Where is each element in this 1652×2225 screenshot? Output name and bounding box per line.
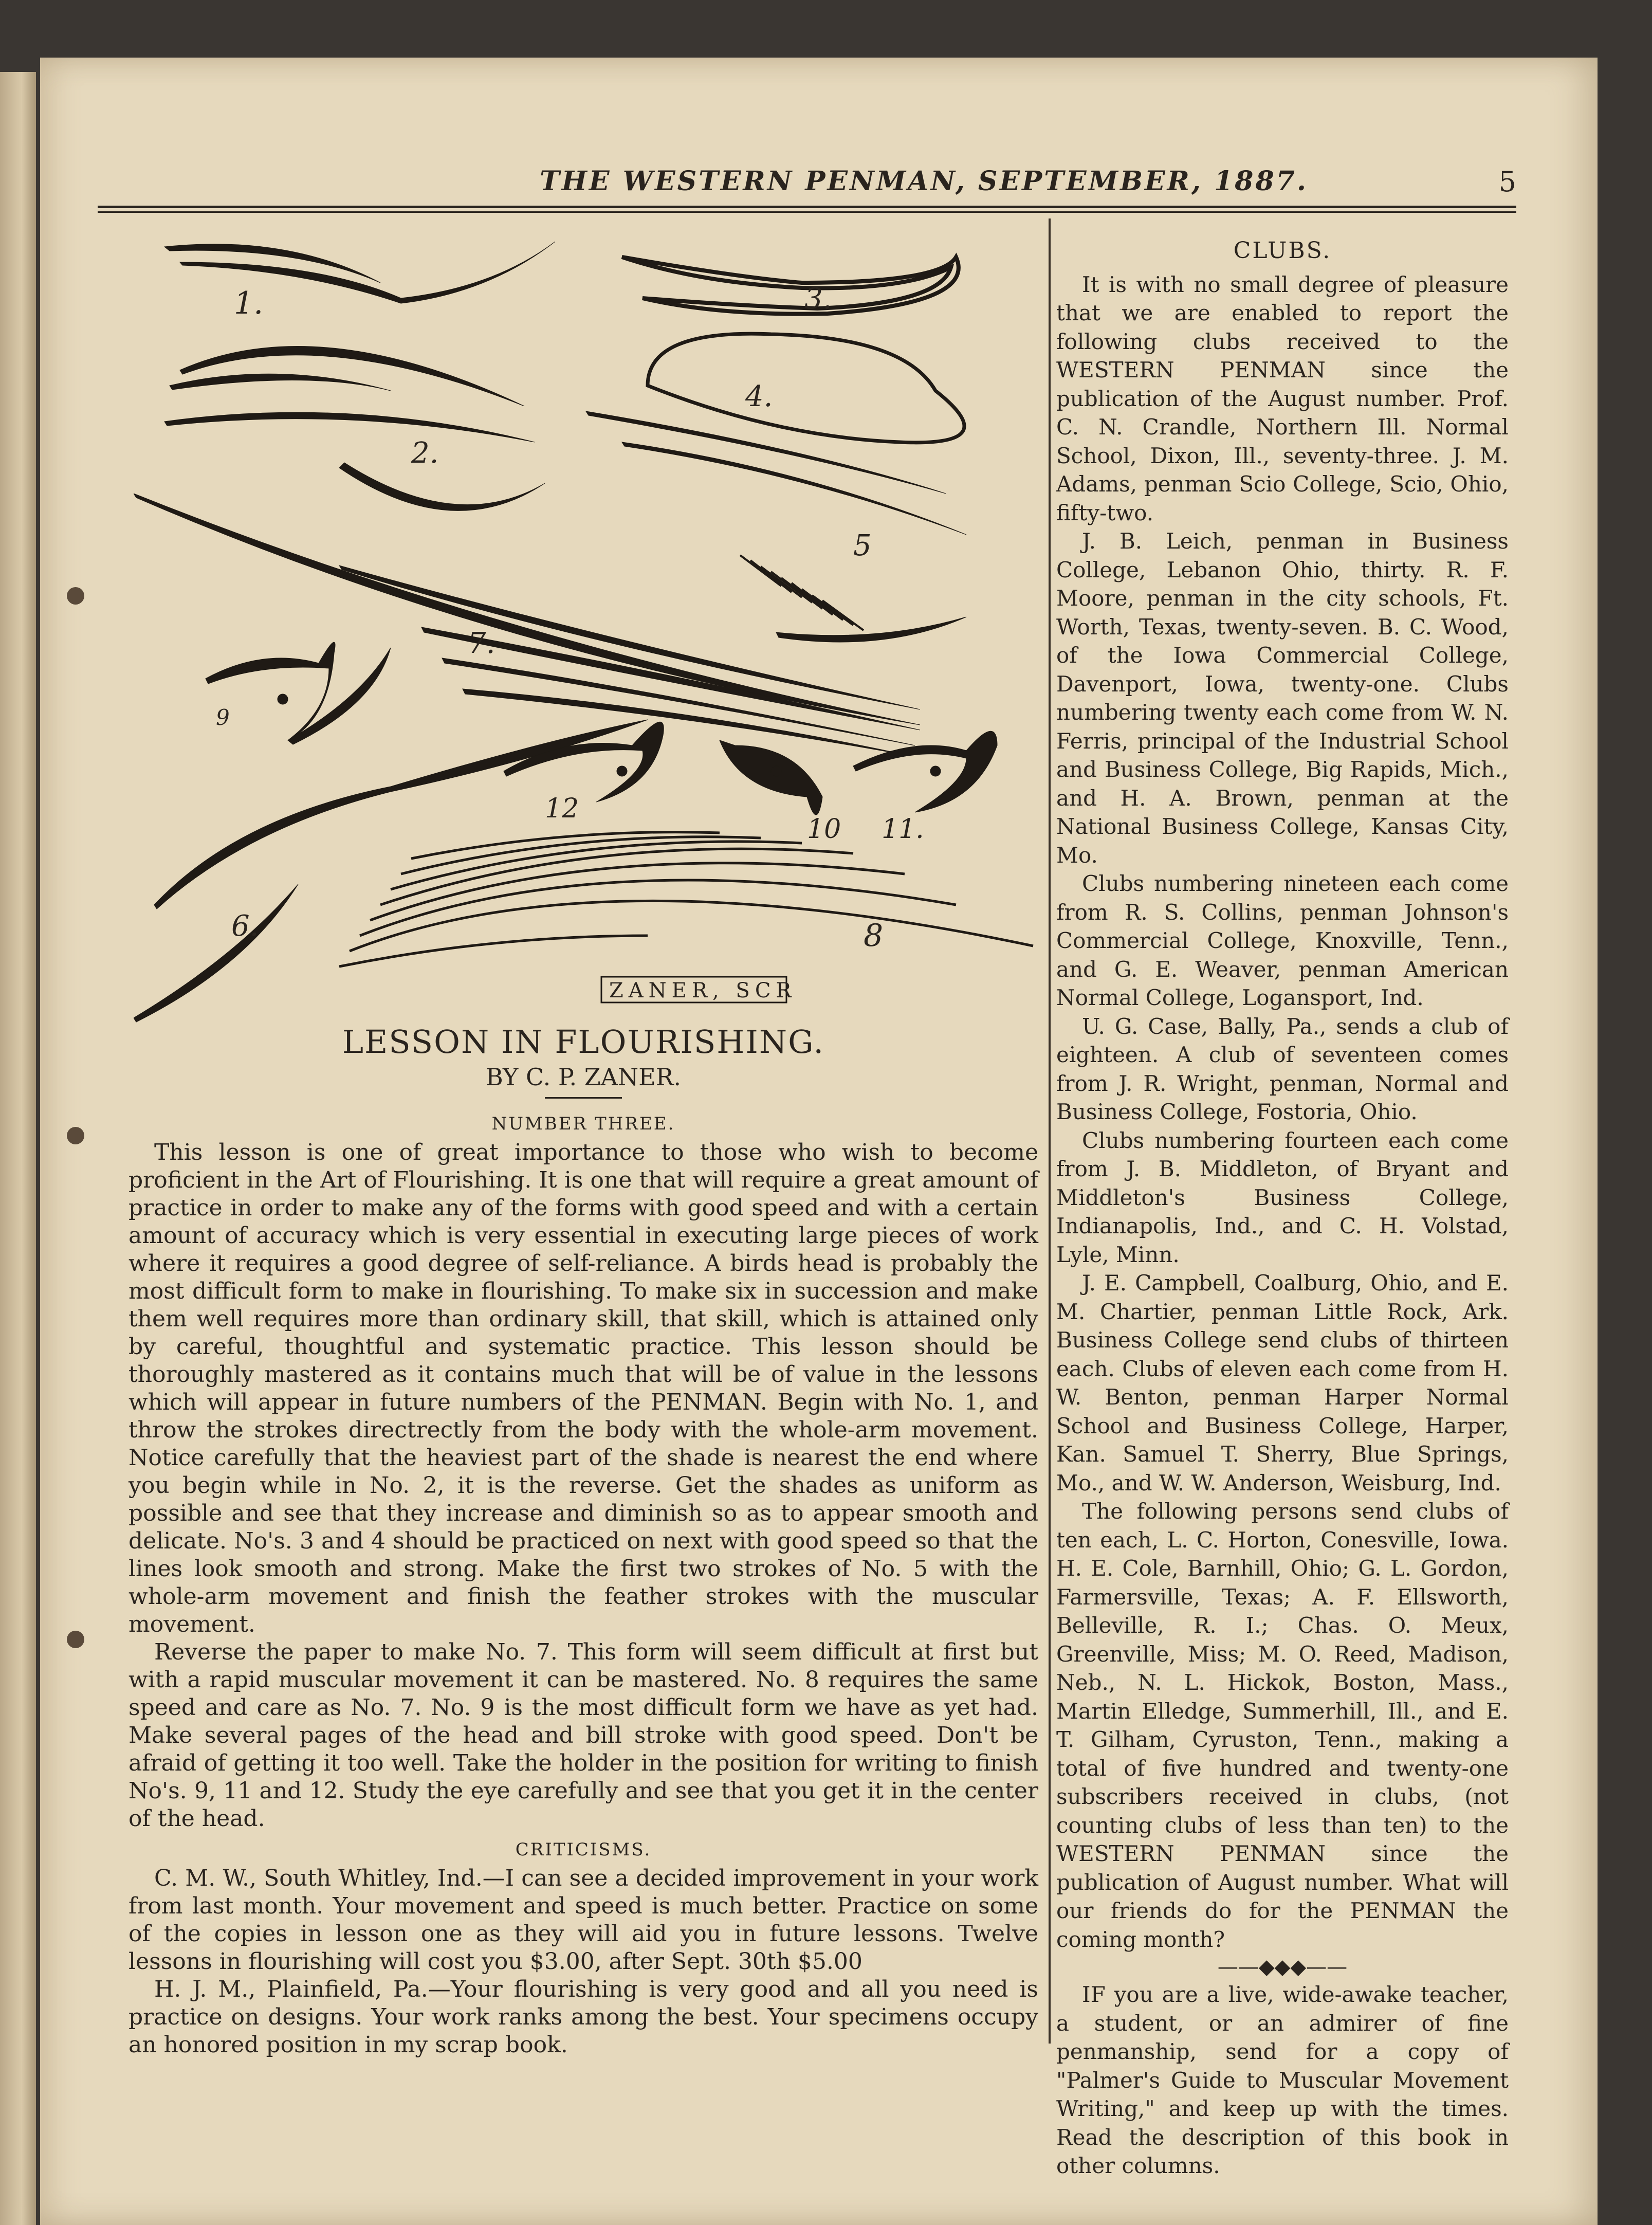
flourish-stroke (776, 617, 966, 642)
flourishing-illustration (134, 226, 1038, 1033)
figure-number: 12 (545, 793, 579, 824)
bird-eye (278, 694, 288, 704)
criticisms-heading: CRITICISMS. (515, 1839, 652, 1860)
flourish-stroke (350, 901, 1033, 951)
figure-number: 10 (807, 814, 841, 845)
figure-number: 4. (745, 380, 773, 413)
clubs-column (1056, 236, 1509, 2180)
flourish-stroke (164, 412, 535, 442)
flourish-stroke (740, 555, 781, 586)
binding-hole (67, 587, 84, 605)
advert-paragraph: IF you are a live, wide-awake teacher, a student, or an admirer of fine penmanship, send for a copy of "Palmer's Guide to Muscular Movement Writing," and keep up with the times. Read the description of this book in other columns. (1056, 1982, 1509, 2178)
flourish-stroke (853, 731, 997, 812)
clubs-paragraph: Clubs numbering nineteen each come from R. S. Collins, penman Johnson's Commercial College, Knoxville, Tenn., and G. E. Weaver, penman American Normal College, Logansport, Ind. (1056, 871, 1509, 1010)
flourish-stroke (750, 560, 792, 592)
running-title: THE WESTERN PENMAN, SEPTEMBER, 1887. (540, 166, 1308, 197)
clubs-paragraph: It is with no small degree of pleasure that we are enabled to report the following clubs received to the WESTERN PENMAN since the publication of the August number. Prof. C. N. Crandle, Northern Ill. Normal School, Dixon, Ill., seventy-three. J. M. Adams, penman Scio College, Scio, Ohio, fifty-two. (1056, 271, 1509, 525)
flourish-stroke (822, 600, 864, 630)
flourish-stroke (802, 589, 843, 620)
figure-number: 2. (411, 436, 439, 470)
ornament-separator: ——◆◆◆—— (1217, 1955, 1348, 1979)
figure-number: 1. (234, 285, 264, 321)
facing-page-edge (0, 72, 36, 2225)
criticism-paragraph: C. M. W., South Whitley, Ind.—I can see a decided improvement in your work from last month. Your movement and speed is much better. Practice on some of the copies in lesson one as they will aid you in future lessons. Twelve lessons in flourishing will cost you $3.00, after Sept. 30th $5.00 (129, 1865, 1038, 1975)
flourish-stroke (781, 578, 822, 609)
flourish-stroke (792, 583, 833, 615)
criticism-paragraph: H. J. M., Plainfield, Pa.—Your flourishing is very good and all you need is practice on designs. Your work ranks among the best. Your specimens occupy an honored position in my scrap book. (129, 1976, 1038, 2058)
flourish-stroke (771, 572, 812, 603)
bird-eye (617, 766, 627, 776)
column-rule (1049, 218, 1051, 2044)
lesson-paragraph: Reverse the paper to make No. 7. This form will seem difficult at first but with a rapid muscular movement it can be mastered. No. 8 requires the same speed and care as No. 7. No. 9 is the most difficult form we have as yet had. Make several pages of the head and bill stroke with good speed. Don't be afraid of getting it too well. Take the holder in the position for writing to finish No's. 9, 11 and 12. Study the eye carefully and see that you get it in the center of the head. (129, 1639, 1038, 1832)
figure-number: 7. (468, 627, 495, 660)
lesson-title: LESSON IN FLOURISHING. (342, 1023, 825, 1061)
flourish-stroke (648, 334, 964, 443)
clubs-paragraph: Clubs numbering fourteen each come from J. B. Middleton, of Bryant and Middleton's Business College, Indianapolis, Ind., and C. H. Volstad, Lyle, Minn. (1056, 1127, 1509, 1267)
bird-eye (771, 766, 781, 776)
flourish-stroke (339, 463, 545, 510)
lesson-number: NUMBER THREE. (491, 1114, 675, 1134)
signature: ZANER, SCR (609, 979, 797, 1002)
binding-hole (67, 1127, 84, 1144)
byline-rule (545, 1097, 622, 1099)
lesson-paragraph: This lesson is one of great importance to those who wish to become proficient in the Art of Flourishing. It is one that will require a great amount of practice in order to make any of the forms with good speed and with a certain amount of accuracy which is very essential in executing large pieces of work where it requires a good degree of self-reliance. A birds head is probably the most difficult form to make in flourishing. To make six in succession and make them well requires more than ordinary skill, that skill, which is attained only by careful, thoughtful and systematic practice. This lesson should be thoroughly mastered as it contains much that will be of value in the lessons which will appear in future numbers of the PENMAN. Begin with No. 1, and throw the strokes directrectly from the body with the whole-arm movement. Notice carefully that the heaviest part of the shade is nearest the end where you begin while in No. 2, it is the reverse. Get the shades as uniform as possible and see that they increase and diminish so as to appear smooth and delicate. No's. 3 and 4 should be practiced on next with good speed so that the lines look smooth and strong. Make the first two strokes of No. 5 with the whole-arm movement and finish the feather strokes with the muscular movement. (129, 1139, 1038, 1637)
header-rule (98, 206, 1516, 213)
flourish-stroke (134, 494, 920, 725)
flourish-stroke (761, 567, 802, 597)
figure-number: 8 (864, 918, 884, 954)
figure-number: 5 (853, 529, 872, 562)
clubs-paragraph: J. E. Campbell, Coalburg, Ohio, and E. M. Chartier, penman Little Rock, Ark. Business College send clubs of thirteen each. Clubs of eleven each come from H. W. Benton, penman Harper Normal School and Business College, Harper, Kan. Samuel T. Sherry, Blue Springs, Mo., and W. W. Anderson, Weisburg, Ind. (1056, 1270, 1509, 1496)
flourish-stroke (170, 374, 391, 391)
flourish-stroke (622, 257, 959, 314)
flourish-stroke (812, 595, 853, 625)
figure-number: 3. (804, 282, 832, 316)
flourish-stroke (339, 936, 648, 966)
lesson-column (129, 1023, 1038, 2059)
clubs-paragraph: U. G. Case, Bally, Pa., sends a club of eighteen. A club of seventeen comes from J. R. Wright, penman, Normal and Business College, Fostoria, Ohio. (1056, 1013, 1509, 1124)
lesson-byline: BY C. P. ZANER. (486, 1063, 681, 1091)
bird-eye (930, 766, 941, 776)
flourish-stroke (720, 740, 822, 815)
clubs-title: CLUBS. (1233, 238, 1332, 264)
figure-number: 6. (231, 909, 259, 943)
clubs-paragraph: J. B. Leich, penman in Business College, Lebanon Ohio, thirty. R. F. Moore, penman in the city schools, Ft. Worth, Texas, twenty-seven. B. C. Wood, of the Iowa Commercial College, Davenport, Iowa, twenty-one. Clubs numbering twenty each come from W. N. Ferris, principal of the Industrial School and Business College, Big Rapids, Mich., and H. A. Brown, penman at the National Business College, Kansas City, Mo. (1056, 528, 1509, 868)
clubs-paragraph: The following persons send clubs of ten each, L. C. Horton, Conesville, Iowa. H. E. Cole, Barnhill, Ohio; G. L. Gordon, Farmersville, Texas; A. F. Ellsworth, Belleville, R. I.; Chas. O. Meux, Greenville, Miss; M. O. Reed, Madison, Neb., N. L. Hickok, Boston, Mass., Martin Elledge, Summerhill, Ill., and E. T. Gilham, Cyruston, Tenn., making a total of five hundred and twenty-one subscribers received in clubs, (not counting clubs of less than ten) to the WESTERN PENMAN since the publication of August number. What will our friends do for the PENMAN the coming month? (1056, 1499, 1509, 1952)
page-number: 5 (1498, 166, 1516, 198)
flourish-stroke (463, 689, 910, 756)
page-header (98, 108, 1516, 206)
flourish-stroke (622, 442, 966, 535)
figure-number: 9 (216, 705, 230, 730)
binding-hole (67, 1631, 84, 1648)
figure-number: 11. (882, 814, 924, 845)
